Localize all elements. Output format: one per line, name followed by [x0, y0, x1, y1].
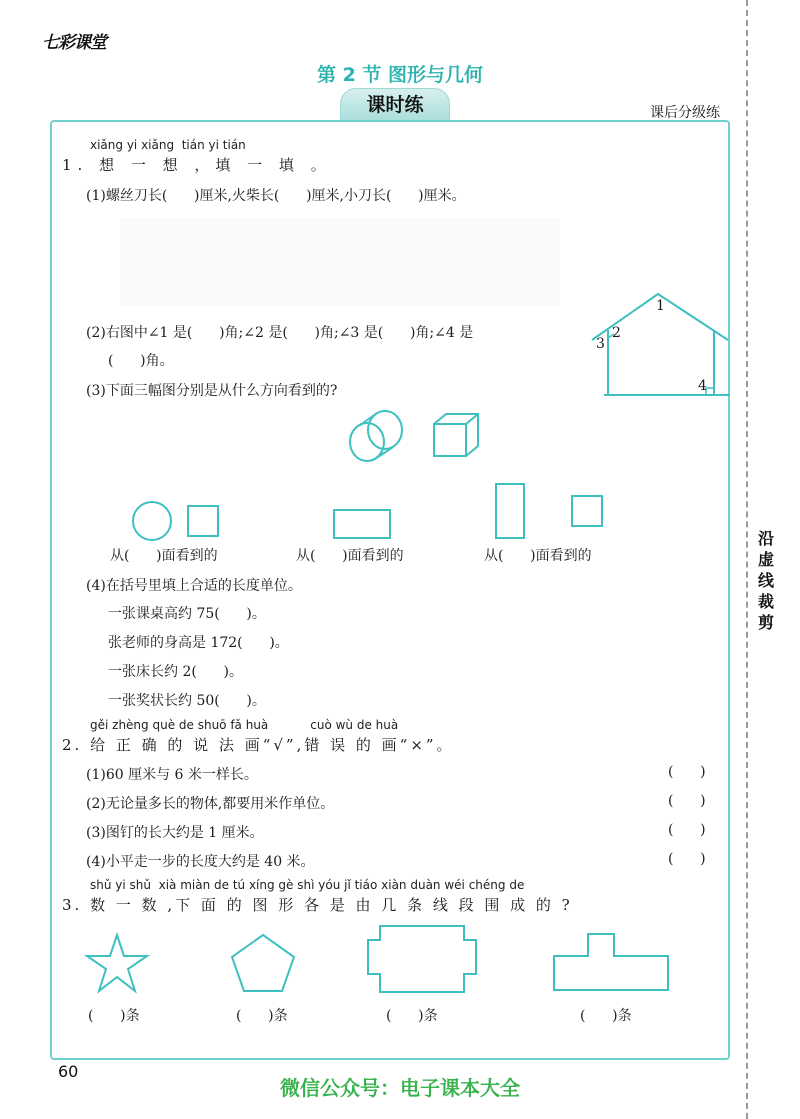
unit-item-3: 一张床长约 2( )。 [108, 664, 243, 680]
unit-item-4: 一张奖状长约 50( )。 [108, 693, 266, 709]
house-label-3: 3 [596, 336, 605, 352]
cylinder-icon [345, 408, 407, 464]
cube-icon [432, 412, 480, 460]
tab-right-label: 课后分级练 [650, 105, 720, 121]
q3-answer-3: ( )条 [386, 1008, 438, 1024]
page-number: 60 [58, 1062, 79, 1081]
q2-heading: 2. 给 正 确 的 说 法 画“√”,错 误 的 画“×”。 [62, 736, 455, 754]
house-label-2: 2 [612, 325, 621, 341]
q1-part1: (1)螺丝刀长( )厘米,火柴长( )厘米,小刀长( )厘米。 [86, 188, 466, 204]
q3-heading: 3. 数 一 数 ,下 面 的 图 形 各 是 由 几 条 线 段 围 成 的 ? [62, 896, 573, 914]
q2-item-2: (2)无论量多长的物体,都要用米作单位。 [86, 796, 335, 812]
q1-part4: (4)在括号里填上合适的长度单位。 [86, 578, 302, 594]
view-answer-3: 从( )面看到的 [484, 548, 592, 564]
view-tall-rect-square [494, 482, 610, 542]
q2-answer-box-3: ( ) [668, 822, 706, 838]
q2-item-1: (1)60 厘米与 6 米一样长。 [86, 767, 258, 783]
unit-item-2: 张老师的身高是 172( )。 [108, 635, 289, 651]
q1-part2b: ( )角。 [108, 353, 174, 369]
q2-item-4: (4)小平走一步的长度大约是 40 米。 [86, 854, 315, 870]
q3-answer-4: ( )条 [580, 1008, 632, 1024]
star-shape [84, 932, 150, 994]
brand-logo: 七彩课堂 [42, 33, 106, 53]
view-answer-1: 从( )面看到的 [110, 548, 218, 564]
q2-answer-box-1: ( ) [668, 764, 706, 780]
q3-answer-2: ( )条 [236, 1008, 288, 1024]
view-rectangle [332, 508, 394, 542]
pentagon-shape [228, 932, 298, 994]
cut-dashed-line [746, 0, 748, 1119]
tab-lesson-practice: 课时练 [340, 88, 450, 122]
house-label-1: 1 [656, 298, 665, 314]
tools-image-area [120, 218, 560, 306]
view-answer-2: 从( )面看到的 [296, 548, 404, 564]
cut-instruction: 沿虚线裁剪 [757, 529, 774, 632]
q1-part2a: (2)右图中∠1 是( )角;∠2 是( )角;∠3 是( )角;∠4 是 [86, 325, 474, 341]
view-circle-square [130, 500, 222, 542]
q3-pinyin: shǔ yi shǔ xià miàn de tú xíng gè shì yóu jǐ tiáo xiàn duàn wéi chéng de [90, 878, 525, 892]
section-title: 第 2 节 图形与几何 [316, 64, 484, 86]
t-shape [552, 932, 672, 994]
q2-pinyin: gěi zhèng què de shuō fǎ huà cuò wù de huà [90, 718, 399, 732]
q2-item-3: (3)图钉的长大约是 1 厘米。 [86, 825, 264, 841]
footer-watermark: 微信公众号：电子课本大全 [280, 1076, 520, 1100]
q1-heading: 1. 想 一 想 ，填 一 填 。 [62, 156, 332, 174]
q1-part3: (3)下面三幅图分别是从什么方向看到的? [86, 383, 338, 399]
q2-answer-box-2: ( ) [668, 793, 706, 809]
unit-item-1: 一张课桌高约 75( )。 [108, 606, 266, 622]
q2-answer-box-4: ( ) [668, 851, 706, 867]
q1-pinyin: xiǎng yi xiǎng tián yi tián [90, 138, 246, 152]
house-label-4: 4 [698, 378, 707, 394]
q3-answer-1: ( )条 [88, 1008, 140, 1024]
cross-shape [366, 924, 478, 994]
